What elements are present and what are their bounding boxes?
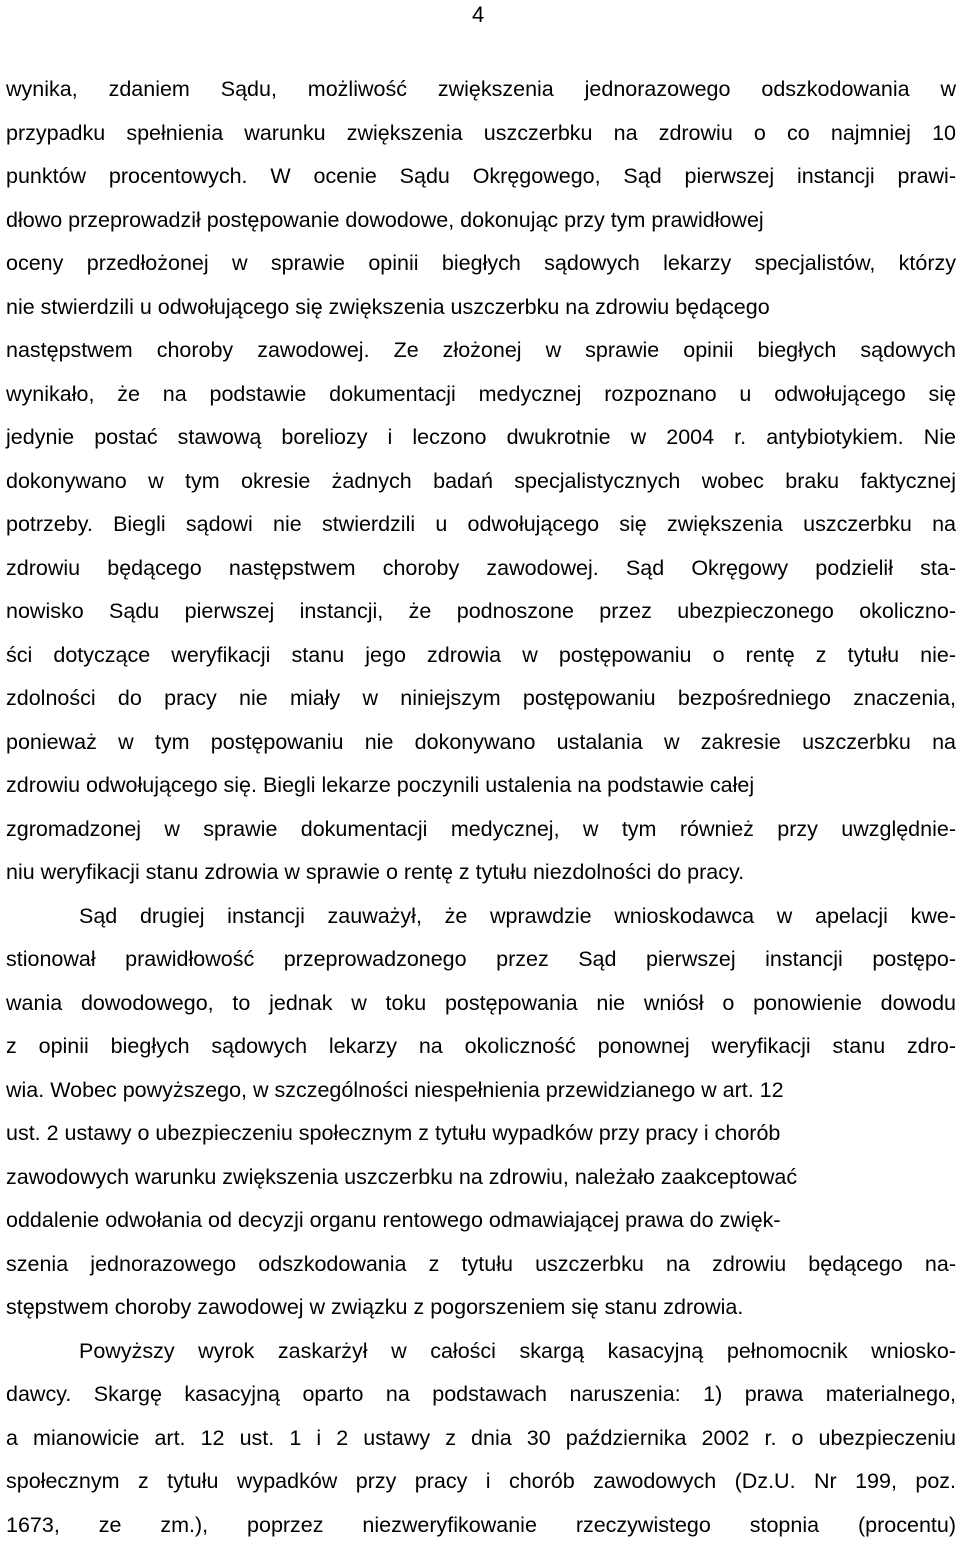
text-line: nie stwierdzili u odwołującego się zwiększenia uszczerbku na zdrowiu będącego (6, 286, 956, 330)
text-line: 1673, ze zm.), poprzez niezweryfikowanie rzeczywistego stopnia (procentu) (6, 1504, 956, 1547)
text-line: oddalenie odwołania od decyzji organu rentowego odmawiającej prawa do zwięk- (6, 1199, 956, 1243)
text-line: społecznym z tytułu wypadków przy pracy i chorób zawodowych (Dz.U. Nr 199, poz. (6, 1460, 956, 1504)
text-line: niu weryfikacji stanu zdrowia w sprawie o rentę z tytułu niezdolności do pracy. (6, 851, 956, 895)
text-line: ponieważ w tym postępowaniu nie dokonywano ustalania w zakresie uszczerbku na (6, 721, 956, 765)
text-line: ści dotyczące weryfikacji stanu jego zdrowia w postępowaniu o rentę z tytułu nie- (6, 634, 956, 678)
text-line: potrzeby. Biegli sądowi nie stwierdzili u odwołującego się zwiększenia uszczerbku na (6, 503, 956, 547)
text-line: stionował prawidłowość przeprowadzonego przez Sąd pierwszej instancji postępo- (6, 938, 956, 982)
text-line: Powyższy wyrok zaskarżył w całości skargą kasacyjną pełnomocnik wniosko- (6, 1330, 956, 1374)
text-line: dawcy. Skargę kasacyjną oparto na podstawach naruszenia: 1) prawa materialnego, (6, 1373, 956, 1417)
document-body (6, 68, 956, 1547)
text-line: zawodowych warunku zwiększenia uszczerbku na zdrowiu, należało zaakceptować (6, 1156, 956, 1200)
paragraph (6, 1330, 956, 1547)
text-line: przypadku spełnienia warunku zwiększenia uszczerbku na zdrowiu o co najmniej 10 (6, 112, 956, 156)
text-line: z opinii biegłych sądowych lekarzy na okoliczność ponownej weryfikacji stanu zdro- (6, 1025, 956, 1069)
text-line: a mianowicie art. 12 ust. 1 i 2 ustawy z dnia 30 października 2002 r. o ubezpieczeniu (6, 1417, 956, 1461)
text-line: zdolności do pracy nie miały w niniejszym postępowaniu bezpośredniego znaczenia, (6, 677, 956, 721)
text-line: zgromadzonej w sprawie dokumentacji medycznej, w tym również przy uwzględnie- (6, 808, 956, 852)
text-line: stępstwem choroby zawodowej w związku z pogorszeniem się stanu zdrowia. (6, 1286, 956, 1330)
paragraph (6, 68, 956, 895)
text-line: ust. 2 ustawy o ubezpieczeniu społecznym z tytułu wypadków przy pracy i chorób (6, 1112, 956, 1156)
text-line: dłowo przeprowadził postępowanie dowodowe, dokonując przy tym prawidłowej (6, 199, 956, 243)
text-line: jedynie postać stawową boreliozy i leczono dwukrotnie w 2004 r. antybiotykiem. Nie (6, 416, 956, 460)
text-line: wynikało, że na podstawie dokumentacji medycznej rozpoznano u odwołującego się (6, 373, 956, 417)
text-line: wania dowodowego, to jednak w toku postępowania nie wniósł o ponowienie dowodu (6, 982, 956, 1026)
text-line: szenia jednorazowego odszkodowania z tytułu uszczerbku na zdrowiu będącego na- (6, 1243, 956, 1287)
paragraph (6, 895, 956, 1330)
text-line: nowisko Sądu pierwszej instancji, że podnoszone przez ubezpieczonego okoliczno- (6, 590, 956, 634)
text-line: zdrowiu będącego następstwem choroby zawodowej. Sąd Okręgowy podzielił sta- (6, 547, 956, 591)
text-line: następstwem choroby zawodowej. Ze złożonej w sprawie opinii biegłych sądowych (6, 329, 956, 373)
text-line: dokonywano w tym okresie żadnych badań specjalistycznych wobec braku faktycznej (6, 460, 956, 504)
text-line: punktów procentowych. W ocenie Sądu Okręgowego, Sąd pierwszej instancji prawi- (6, 155, 956, 199)
text-line: wynika, zdaniem Sądu, możliwość zwiększenia jednorazowego odszkodowania w (6, 68, 956, 112)
page-number: 4 (472, 2, 484, 28)
text-line: oceny przedłożonej w sprawie opinii biegłych sądowych lekarzy specjalistów, którzy (6, 242, 956, 286)
text-line: Sąd drugiej instancji zauważył, że wprawdzie wnioskodawca w apelacji kwe- (6, 895, 956, 939)
text-line: zdrowiu odwołującego się. Biegli lekarze poczynili ustalenia na podstawie całej (6, 764, 956, 808)
text-line: wia. Wobec powyższego, w szczególności niespełnienia przewidzianego w art. 12 (6, 1069, 956, 1113)
